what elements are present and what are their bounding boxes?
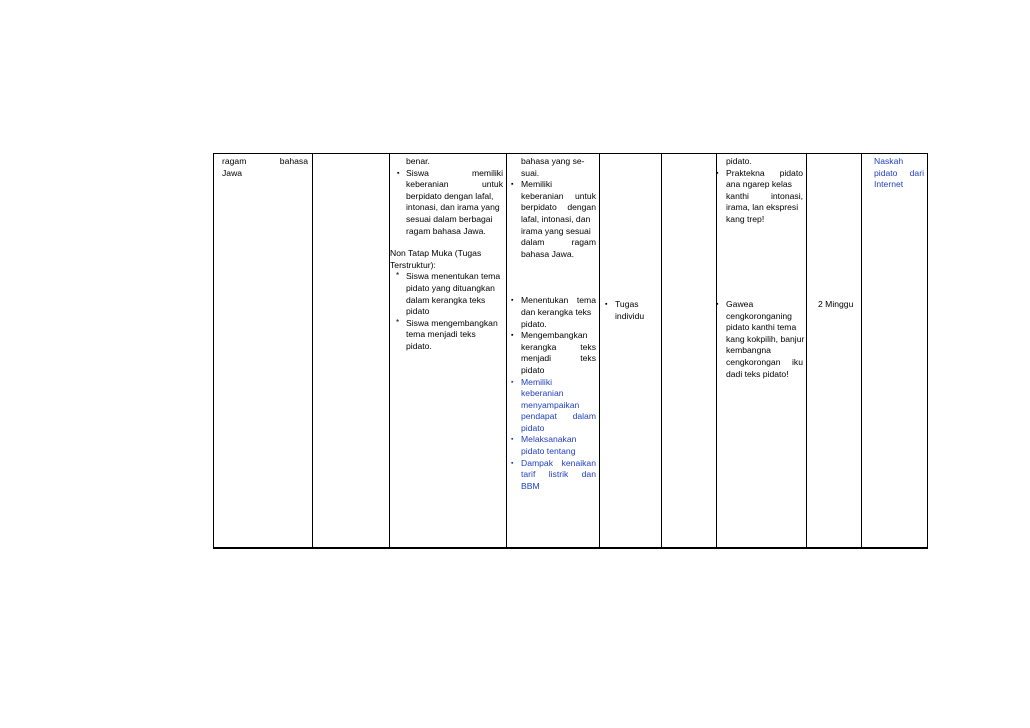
word: pidato kanthi tema <box>726 322 797 333</box>
text-line <box>406 318 503 330</box>
word: kembangna <box>726 345 771 356</box>
word: Internet <box>874 179 904 190</box>
word: pidato. <box>406 340 432 351</box>
text-line <box>521 156 596 168</box>
text-line <box>521 179 596 191</box>
word: pidato <box>521 422 545 433</box>
bullet-item <box>712 299 803 380</box>
text-block <box>521 330 596 376</box>
word: kanthi <box>726 190 749 201</box>
word: intonasi, dan irama yang <box>406 202 500 213</box>
cell-indikator <box>511 156 596 492</box>
bullet-icon: ▪ <box>511 181 514 189</box>
word: Tugas <box>615 299 639 309</box>
text-block <box>521 295 596 330</box>
bullet-item <box>394 168 503 238</box>
text-line <box>615 311 659 323</box>
word: dadi teks pidato! <box>726 368 789 379</box>
word: Siswa menentukan tema <box>406 271 501 282</box>
text-line <box>726 345 803 357</box>
text-line <box>521 481 596 493</box>
text-line <box>726 311 803 323</box>
text-line <box>406 202 503 214</box>
bullet-item <box>511 377 596 435</box>
text-line <box>874 168 924 180</box>
word: keberanian <box>521 388 564 399</box>
text-line <box>521 249 596 261</box>
word: cengkorongan <box>726 356 781 367</box>
cell-materi <box>222 156 308 179</box>
text-block <box>521 377 596 435</box>
text-line <box>222 156 308 168</box>
word: individu <box>615 310 645 321</box>
text-line <box>521 295 596 307</box>
bullet-icon: ▪ <box>511 378 514 386</box>
word: iku <box>792 356 803 367</box>
text-block <box>874 156 924 191</box>
word: untuk <box>574 190 596 201</box>
text-line <box>521 411 596 423</box>
word: ana ngarep kelas <box>726 179 792 190</box>
column-divider <box>312 154 313 547</box>
word: dalam kerangka teks <box>406 294 486 305</box>
text-line <box>521 446 596 458</box>
text-line <box>521 214 596 226</box>
word: bahasa <box>279 156 308 166</box>
text-line <box>406 191 503 203</box>
word: ragam <box>571 237 596 248</box>
bullet-item <box>712 168 803 226</box>
word: berpidato dengan lafal, <box>406 190 494 201</box>
word: pidato. <box>726 156 752 166</box>
text-line <box>406 341 503 353</box>
word: kang trep! <box>726 213 765 224</box>
word: bahasa yang se- <box>521 156 585 166</box>
word: pidato <box>779 167 803 178</box>
word: irama, lan ekspresi <box>726 202 799 213</box>
bullet-icon: ▪ <box>511 297 514 305</box>
bullet-item <box>511 179 596 260</box>
text-line <box>406 306 503 318</box>
text-line: benar. <box>406 156 430 166</box>
word: Siswa mengembangkan <box>406 317 498 328</box>
list-item <box>394 318 503 353</box>
bullet-item <box>605 299 659 322</box>
text-block <box>406 168 503 238</box>
column-divider <box>599 154 600 547</box>
word: listrik <box>548 469 569 480</box>
text-block <box>406 271 503 317</box>
text-line <box>726 168 803 180</box>
text-block <box>726 168 803 226</box>
word: teks <box>580 353 596 364</box>
cell-sumber-belajar <box>874 156 924 191</box>
text-line <box>390 248 503 260</box>
column-divider <box>661 154 662 547</box>
text-line <box>521 330 596 342</box>
bullet-icon: ▪ <box>605 301 608 308</box>
text-line <box>521 226 596 238</box>
word: keberanian <box>521 190 564 201</box>
word: Jawa <box>222 167 243 178</box>
text-line <box>874 179 924 191</box>
word: Menentukan <box>521 295 569 306</box>
cell-penilaian <box>605 299 659 322</box>
text-line <box>726 191 803 203</box>
word: berpidato <box>521 202 557 213</box>
text-block <box>712 156 803 168</box>
text-line <box>726 322 803 334</box>
word: kerangka <box>521 341 557 352</box>
word: dengan <box>567 202 596 213</box>
word: tema menjadi teks <box>406 329 476 340</box>
word: Non Tatap Muka (Tugas <box>390 248 482 259</box>
column-divider <box>927 154 928 547</box>
text-line <box>521 458 596 470</box>
text-line <box>390 260 503 272</box>
text-line <box>521 423 596 435</box>
text-block <box>521 458 596 493</box>
word: Memiliki <box>521 179 553 190</box>
cell-alokasi-waktu <box>818 299 860 311</box>
text-line <box>406 168 503 180</box>
text-block <box>390 248 503 271</box>
text-line <box>726 202 803 214</box>
word: pidato <box>406 306 430 317</box>
column-divider <box>506 154 507 547</box>
text-block <box>511 156 596 179</box>
word: pidato. <box>521 318 547 329</box>
word: Melaksanakan <box>521 434 577 445</box>
bullet-icon: ▪ <box>397 169 400 177</box>
word: menyampaikan <box>521 399 580 410</box>
word: kenaikan <box>561 457 596 468</box>
word: Praktekna <box>726 167 765 178</box>
word: menjadi <box>521 353 552 364</box>
word: dan kerangka teks <box>521 306 592 317</box>
text-line <box>521 353 596 365</box>
text-line <box>521 191 596 203</box>
word: Gawea <box>726 299 754 309</box>
word: Terstruktur): <box>390 259 436 270</box>
word: dari <box>909 167 924 178</box>
asterisk-icon: * <box>396 317 400 327</box>
word: pidato <box>874 167 898 178</box>
bullet-item <box>511 295 596 330</box>
word: untuk <box>481 179 503 190</box>
word: Mengembangkan <box>521 330 588 341</box>
cell-instrumen-2 <box>712 299 803 380</box>
bullet-icon: ▪ <box>511 459 514 467</box>
duration-text: 2 Minggu <box>818 299 854 309</box>
text-line <box>726 156 803 168</box>
bullet-item <box>511 434 596 457</box>
text-line <box>406 179 503 191</box>
bullet-icon: ▪ <box>511 436 514 444</box>
text-line <box>726 179 803 191</box>
text-line <box>615 299 659 311</box>
word: Naskah <box>874 156 904 166</box>
text-line <box>726 357 803 369</box>
text-line <box>521 469 596 481</box>
word: teks <box>580 341 596 352</box>
text-block <box>615 299 659 322</box>
word: Siswa <box>406 167 429 178</box>
word: Memiliki <box>521 376 553 387</box>
word: ragam <box>222 156 247 166</box>
text-line <box>222 168 308 180</box>
word: tema <box>576 295 596 306</box>
text-line <box>521 434 596 446</box>
text-line <box>521 168 596 180</box>
cell-instrumen <box>712 156 803 226</box>
text-block <box>521 179 596 260</box>
text-block <box>726 299 803 380</box>
text-block <box>222 156 308 179</box>
text-line <box>406 226 503 238</box>
word: kang kokpilih, banjur <box>726 333 805 344</box>
word: dan <box>581 469 596 480</box>
text-line <box>726 214 803 226</box>
word: pidato tentang <box>521 446 576 457</box>
word: suai. <box>521 167 540 178</box>
document-table <box>213 153 928 549</box>
bullet-icon: ▪ <box>511 332 514 340</box>
bullet-item <box>511 330 596 376</box>
text-line <box>874 156 924 168</box>
word: cengkoronganing <box>726 310 792 321</box>
word: bahasa Jawa. <box>521 248 575 259</box>
text-line <box>521 365 596 377</box>
word: dalam <box>572 411 596 422</box>
bullet-icon: ▪ <box>716 169 719 177</box>
bullet-icon: ▪ <box>716 301 719 308</box>
text-line <box>521 237 596 249</box>
text-line <box>726 369 803 381</box>
word: BBM <box>521 480 540 491</box>
text-block <box>521 434 596 457</box>
text-line <box>521 319 596 331</box>
word: pidato <box>521 364 545 375</box>
text-line <box>406 295 503 307</box>
word: memiliki <box>471 167 503 178</box>
word: keberanian <box>406 179 449 190</box>
text-block <box>406 318 503 353</box>
word: intonasi, <box>770 190 803 201</box>
text-line <box>521 202 596 214</box>
column-divider <box>806 154 807 547</box>
word: ragam bahasa Jawa. <box>406 225 486 236</box>
text-line <box>521 377 596 389</box>
text-line <box>521 400 596 412</box>
asterisk-icon: * <box>396 271 400 281</box>
word: pendapat <box>521 411 557 422</box>
word: pidato yang dituangkan <box>406 282 495 293</box>
word: irama yang sesuai <box>521 225 591 236</box>
text-line <box>726 299 803 311</box>
word: lafal, intonasi, dan <box>521 213 591 224</box>
column-divider <box>389 154 390 547</box>
text-line <box>406 283 503 295</box>
word: Dampak <box>521 457 553 468</box>
text-line <box>521 342 596 354</box>
cell-kegiatan <box>390 156 503 353</box>
column-divider <box>861 154 862 547</box>
text-line <box>521 388 596 400</box>
bullet-item <box>511 458 596 493</box>
text-line <box>406 271 503 283</box>
word: tarif <box>521 469 536 480</box>
text-line <box>521 307 596 319</box>
text-line <box>406 329 503 341</box>
word: dalam <box>521 237 545 248</box>
word: sesuai dalam berbagai <box>406 213 493 224</box>
text-line <box>406 214 503 226</box>
list-item <box>394 271 503 317</box>
text-line <box>726 334 803 346</box>
